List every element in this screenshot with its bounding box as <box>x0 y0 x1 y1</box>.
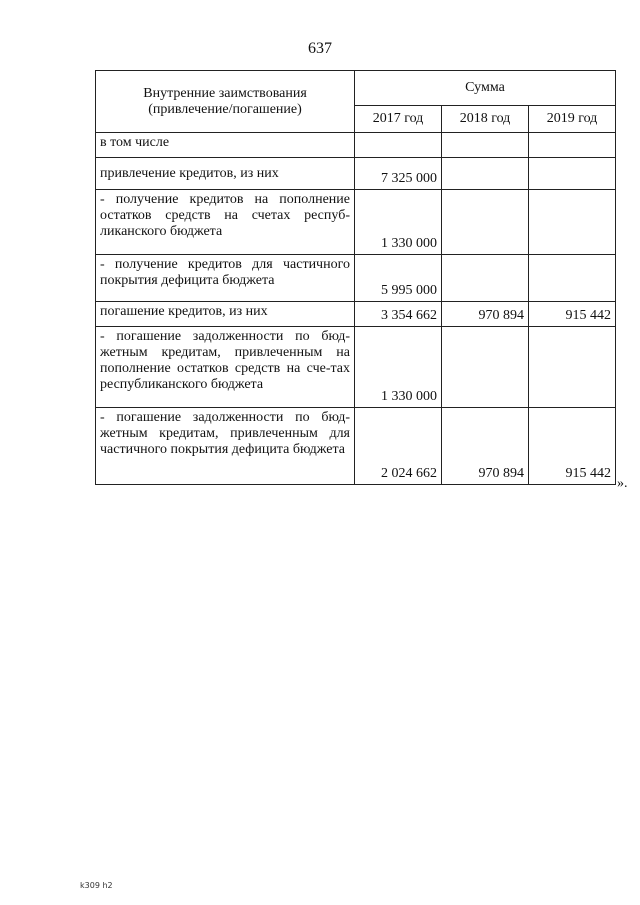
page-number: 637 <box>308 40 332 57</box>
value-2017: 7 325 000 <box>355 158 442 190</box>
value-2018 <box>442 158 529 190</box>
table-row <box>96 408 616 485</box>
table-row <box>96 158 616 190</box>
value-2019 <box>529 133 616 158</box>
row-description: погашение кредитов, из них <box>96 302 355 327</box>
table-row <box>96 255 616 302</box>
value-2019: 915 442 <box>529 302 616 327</box>
header-year-2019: 2019 год <box>529 106 616 133</box>
row-description: - получение кредитов на пополнение остатков средств на счетах респуб-ликанского бюджета <box>96 190 355 255</box>
row-description: - погашение задолженности по бюд-жетным кредитам, привлеченным на пополнение остатков средств на сче-тах республиканского бюджета <box>96 327 355 408</box>
value-2017: 3 354 662 <box>355 302 442 327</box>
row-description: в том числе <box>96 133 355 158</box>
value-2018 <box>442 327 529 408</box>
row-description: привлечение кредитов, из них <box>96 158 355 190</box>
header-description: Внутренние заимствования (привлечение/погашение) <box>96 71 355 133</box>
value-2017: 2 024 662 <box>355 408 442 485</box>
value-2019 <box>529 327 616 408</box>
footer-code: k309 h2 <box>80 881 113 890</box>
closing-quote-mark: ». <box>617 476 628 491</box>
value-2018 <box>442 190 529 255</box>
value-2017: 1 330 000 <box>355 327 442 408</box>
table-row <box>96 327 616 408</box>
value-2018: 970 894 <box>442 302 529 327</box>
value-2019 <box>529 255 616 302</box>
header-sum: Сумма <box>355 71 616 106</box>
header-year-2017: 2017 год <box>355 106 442 133</box>
row-description: - погашение задолженности по бюд-жетным кредитам, привлеченным для частичного покрытия дефицита бюджета <box>96 408 355 485</box>
table-row <box>96 133 616 158</box>
table-row <box>96 190 616 255</box>
value-2019: 915 442 <box>529 408 616 485</box>
value-2017: 1 330 000 <box>355 190 442 255</box>
table-row <box>96 302 616 327</box>
value-2018: 970 894 <box>442 408 529 485</box>
row-description: - получение кредитов для частичного покрытия дефицита бюджета <box>96 255 355 302</box>
value-2019 <box>529 190 616 255</box>
table-header-row <box>96 71 616 106</box>
borrowings-table <box>95 70 616 485</box>
value-2018 <box>442 255 529 302</box>
value-2017: 5 995 000 <box>355 255 442 302</box>
header-year-2018: 2018 год <box>442 106 529 133</box>
value-2019 <box>529 158 616 190</box>
value-2017 <box>355 133 442 158</box>
value-2018 <box>442 133 529 158</box>
